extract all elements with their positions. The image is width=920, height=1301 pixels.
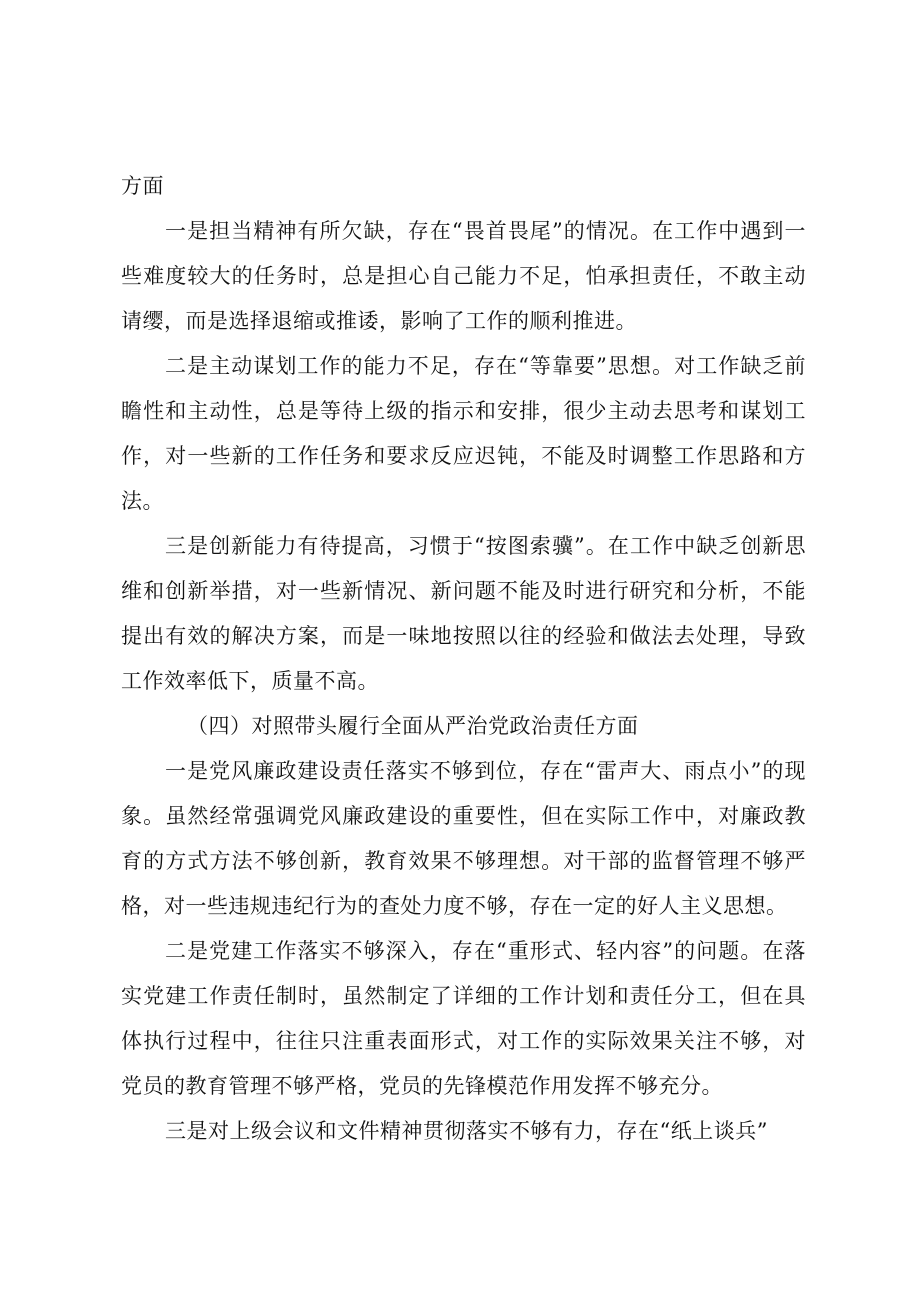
- paragraph-implementation: 三是对上级会议和文件精神贯彻落实不够有力，存在“纸上谈兵”: [165, 1119, 768, 1143]
- section-heading: （四）对照带头履行全面从严治党政治责任方面: [187, 714, 639, 738]
- paragraph-continuation: 方面: [121, 174, 164, 198]
- paragraph-planning: 二是主动谋划工作的能力不足，存在“等靠要”思想。对工作缺乏前瞻性和主动性，总是等待上级的指示和安排，很少主动去思考和谋划工作，对一些新的工作任务和要求反应迟钝，不能及时调整工作思路和方法。: [121, 354, 806, 513]
- paragraph-responsibility: 一是担当精神有所欠缺，存在“畏首畏尾”的情况。在工作中遇到一些难度较大的任务时，总是担心自己能力不足，怕承担责任，不敢主动请缨，而是选择退缩或推诿，影响了工作的顺利推进。: [121, 219, 806, 333]
- document-body: [121, 164, 806, 1154]
- paragraph-integrity: 一是党风廉政建设责任落实不够到位，存在“雷声大、雨点小”的现象。虽然经常强调党风廉政建设的重要性，但在实际工作中，对廉政教育的方式方法不够创新，教育效果不够理想。对干部的监督管理不够严格，对一些违规违纪行为的查处力度不够，存在一定的好人主义思想。: [121, 759, 806, 918]
- paragraph-innovation: 三是创新能力有待提高，习惯于“按图索骥”。在工作中缺乏创新思维和创新举措，对一些新情况、新问题不能及时进行研究和分析，不能提出有效的解决方案，而是一味地按照以往的经验和做法去处理，导致工作效率低下，质量不高。: [121, 534, 806, 693]
- paragraph-party-building: 二是党建工作落实不够深入，存在“重形式、轻内容”的问题。在落实党建工作责任制时，虽然制定了详细的工作计划和责任分工，但在具体执行过程中，往往只注重表面形式，对工作的实际效果关注不够，对党员的教育管理不够严格，党员的先锋模范作用发挥不够充分。: [121, 939, 806, 1098]
